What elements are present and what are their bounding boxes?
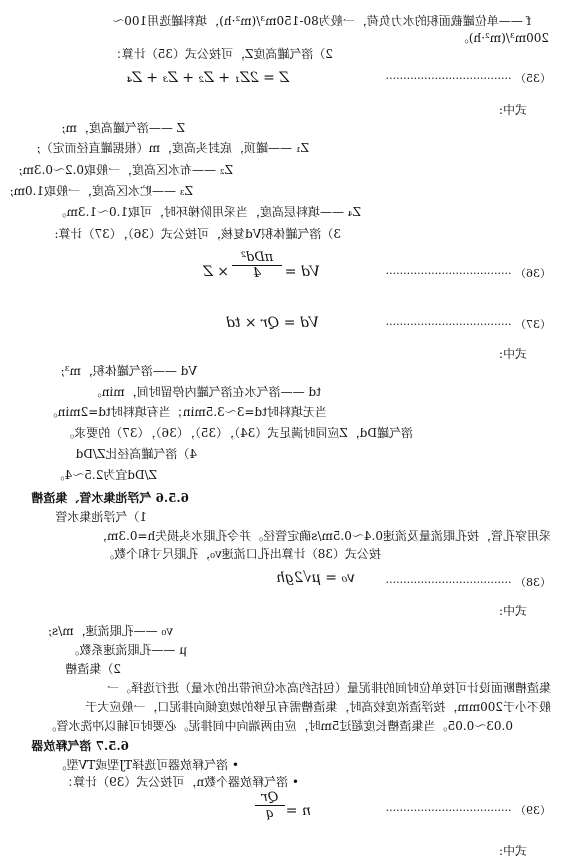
text-line: 3）溶气罐体积Vd复核，可按公式（36），（37）计算: xyxy=(54,227,341,241)
equation-36-rhs: × Z xyxy=(203,264,229,280)
text-line: 2）溶气罐高度Z，可按公式（35）计算： xyxy=(109,47,333,61)
text-line: Z₁ ——罐顶，底封头高度，m（根据罐直径而定）; xyxy=(36,141,309,155)
equation-number: （35） ···································· xyxy=(385,72,551,85)
equation-number: （37） ···································· xyxy=(385,318,551,331)
equation-number: （38） ···································· xyxy=(385,576,551,589)
fraction-numerator: Qr xyxy=(261,790,279,805)
text-line: f ——单位罐截面积的水力负荷，一般为80-150m³/(m²·h)，填料罐选用100～ xyxy=(112,14,531,28)
fraction-denominator: 4 xyxy=(252,266,262,281)
text-line: 式中: xyxy=(498,103,527,117)
text-line: 0.03～0.05。当集渣槽长度超过5m时，应由两端向中间排泥。必要时可辅以冲洗水管。 xyxy=(44,719,513,733)
text-line: Z/Dd宜为2.5～4。 xyxy=(52,468,157,482)
text-line: td ——溶气水在溶气罐内停留时间，min。 xyxy=(89,385,321,399)
equation-39-fraction xyxy=(255,790,285,821)
equation-38: v₀ = μ√2gh xyxy=(275,570,355,586)
text-line: Vd ——溶气罐体积，m³; xyxy=(60,364,197,378)
text-line: 式中: xyxy=(498,844,527,858)
text-line: Z₂ ——布水区高度，一般取0.2～0.3m; xyxy=(18,163,233,177)
text-line: Z₄ ——填料层高度，当采用阶梯环时，可取1.0～1.3m。 xyxy=(54,205,361,219)
text-line: 式中: xyxy=(498,347,527,361)
text-line: Z ——溶气罐高度，m; xyxy=(61,121,185,135)
text-line: v₀ ——孔眼流速，m/s; xyxy=(47,624,173,638)
text-line: 按公式（38）计算出孔口流速v₀，孔眼尺寸和个数。 xyxy=(102,547,381,561)
section-heading: 6.5.6 气浮池集水管、集渣槽 xyxy=(31,491,189,505)
text-line: μ ——孔眼流速系数。 xyxy=(67,643,187,657)
equation-number: （36） ···································· xyxy=(385,267,551,280)
text-line: 式中: xyxy=(498,604,527,618)
equation-37: Vd = Qr × td xyxy=(225,315,319,331)
text-line: 2）集渣槽 xyxy=(65,662,121,676)
bullet-item: • 溶气释放器个数n，可按公式（39）计算： xyxy=(61,775,299,789)
text-line: 般不小于200mm，按浮渣浓度较高时，集渣槽需有足够的坡度倾向排泥口，一般应大于 xyxy=(85,700,551,714)
equation-39-lhs: n = xyxy=(285,803,311,819)
section-heading: 6.5.7 溶气释放器 xyxy=(31,739,129,753)
equation-35: Z = 2Z₁ + Z₂ + Z₃ + Z₄ xyxy=(126,70,289,86)
text-line: 1）气浮池集水管 xyxy=(55,510,147,524)
fraction-numerator: πDd² xyxy=(240,250,274,265)
text-line: 当无填料时td=3～3.5min；当有填料时td=2min。 xyxy=(45,405,327,419)
equation-36-lhs: Vd = xyxy=(284,264,320,280)
equation-36-fraction xyxy=(232,250,282,281)
text-line: 200m³/(m²·h)。 xyxy=(456,31,549,45)
text-line: 集渣槽断面设计可按单位时间的排泥量（包括约高水位所带出的水量）进行选择。一 xyxy=(106,681,551,695)
bullet-item: • 溶气释放器可选择TJ型或TV型。 xyxy=(54,758,239,772)
text-line: Z₃ ——贮水区高度，一般取1.0m; xyxy=(9,184,193,198)
text-line: 溶气罐Dd，Z应同时满足式（34），（35），（36），（37）的要求。 xyxy=(62,426,413,440)
text-line: 4）溶气罐高径比Z/Dd xyxy=(75,447,197,461)
text-line: 采用穿孔管，按孔眼流量及流速0.4～0.5m/s确定管径。并令孔眼水头损失h=0.3m， xyxy=(95,529,551,543)
equation-number: （39） ···································· xyxy=(385,804,551,817)
fraction-denominator: q xyxy=(265,806,275,821)
